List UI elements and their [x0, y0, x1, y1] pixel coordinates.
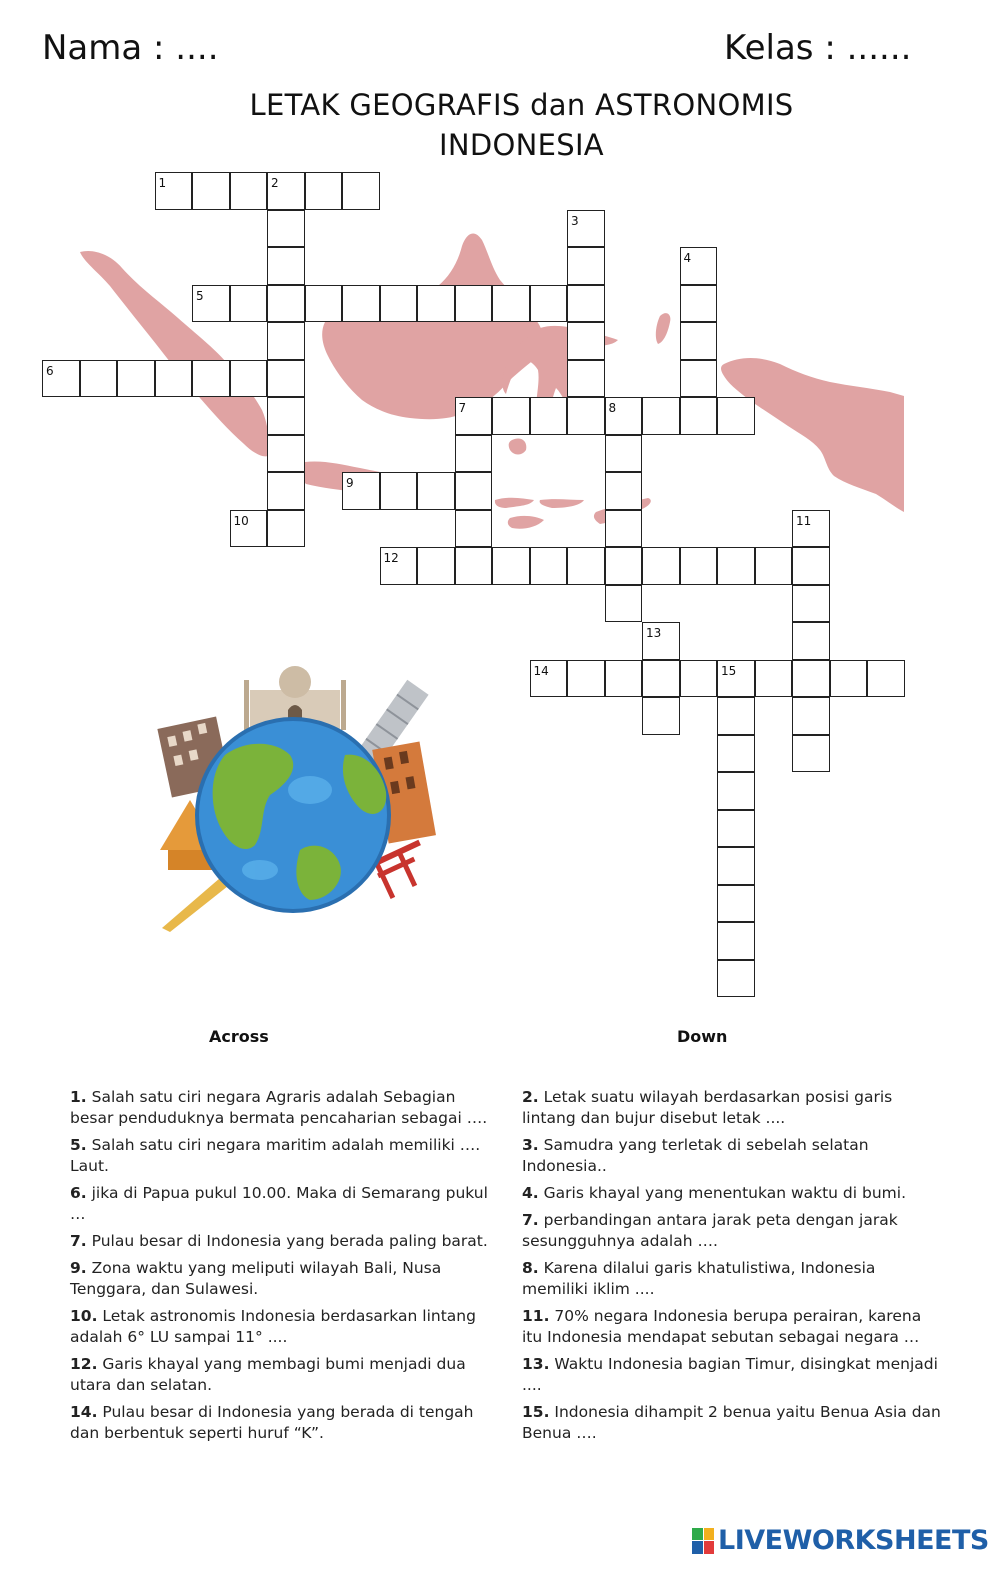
across-heading: Across	[209, 1027, 269, 1046]
letter-input[interactable]	[645, 669, 675, 693]
letter-input[interactable]	[720, 819, 750, 843]
crossword-cell[interactable]	[605, 510, 643, 548]
liveworksheets-logo	[692, 1525, 989, 1556]
crossword-cell[interactable]	[605, 547, 643, 585]
liveworksheets-logo-icon	[692, 1528, 714, 1554]
letter-input[interactable]	[458, 444, 488, 468]
crossword-cell[interactable]	[230, 360, 268, 398]
crossword-cell[interactable]	[680, 322, 718, 360]
crossword-cell[interactable]	[680, 660, 718, 698]
crossword-cell[interactable]	[342, 285, 380, 323]
letter-input[interactable]	[270, 181, 300, 205]
crossword-cell[interactable]	[567, 247, 605, 285]
crossword-cell[interactable]	[792, 622, 830, 660]
crossword-cell[interactable]	[267, 322, 305, 360]
crossword-cell[interactable]	[567, 547, 605, 585]
crossword-cell[interactable]	[192, 172, 230, 210]
crossword-cell[interactable]	[717, 960, 755, 998]
clue-number: 8	[608, 401, 617, 415]
crossword-cell[interactable]	[267, 435, 305, 473]
letter-input[interactable]	[720, 406, 750, 430]
crossword-cell[interactable]	[380, 285, 418, 323]
crossword-cell[interactable]	[267, 247, 305, 285]
clue-number: 2	[271, 176, 279, 190]
letter-input[interactable]	[458, 556, 488, 580]
letter-input[interactable]	[683, 256, 713, 280]
crossword-cell[interactable]	[792, 510, 830, 548]
down-clue: 8. Karena dilalui garis khatulistiwa, Indonesia memiliki iklim ....	[522, 1259, 876, 1298]
letter-input[interactable]	[533, 669, 563, 693]
crossword-cell[interactable]	[267, 397, 305, 435]
clue-number: 15	[721, 663, 737, 678]
crossword-cell[interactable]	[305, 172, 343, 210]
letter-input[interactable]	[495, 556, 525, 580]
crossword-cell[interactable]	[680, 247, 718, 285]
clue-number: 10	[233, 513, 249, 528]
crossword-cell[interactable]	[792, 697, 830, 735]
crossword-cell[interactable]	[755, 660, 793, 698]
letter-input[interactable]	[345, 481, 375, 505]
letter-input[interactable]	[383, 294, 413, 318]
letter-input[interactable]	[420, 294, 450, 318]
letter-input[interactable]	[345, 294, 375, 318]
crossword-cell[interactable]	[380, 547, 418, 585]
crossword-cell[interactable]	[717, 735, 755, 773]
crossword-cell[interactable]	[792, 547, 830, 585]
crossword-cell[interactable]	[230, 172, 268, 210]
letter-input[interactable]	[270, 444, 300, 468]
page-title-line2: INDONESIA	[439, 128, 604, 162]
crossword-cell[interactable]	[755, 547, 793, 585]
across-clue: 10. Letak astronomis Indonesia berdasarkan lintang adalah 6° LU sampai 11° ....	[70, 1307, 476, 1346]
crossword-cell[interactable]	[455, 285, 493, 323]
crossword-cell[interactable]	[342, 172, 380, 210]
crossword-cell[interactable]	[230, 285, 268, 323]
down-heading: Down	[677, 1027, 728, 1046]
crossword-cell[interactable]	[792, 660, 830, 698]
crossword-cell[interactable]	[267, 172, 305, 210]
letter-input[interactable]	[533, 406, 563, 430]
name-field-label: Nama : ....	[42, 28, 219, 68]
globe-landmarks-illustration	[150, 660, 440, 935]
crossword-cell[interactable]	[492, 547, 530, 585]
crossword-cell[interactable]	[492, 285, 530, 323]
crossword-cell[interactable]	[305, 285, 343, 323]
crossword-cell[interactable]	[792, 585, 830, 623]
letter-input[interactable]	[270, 331, 300, 355]
letter-input[interactable]	[45, 369, 75, 393]
crossword-cell[interactable]	[717, 922, 755, 960]
letter-input[interactable]	[608, 406, 638, 430]
crossword-cell[interactable]	[267, 472, 305, 510]
crossword-cell[interactable]	[717, 772, 755, 810]
letter-input[interactable]	[458, 294, 488, 318]
letter-input[interactable]	[570, 256, 600, 280]
crossword-cell[interactable]	[192, 285, 230, 323]
letter-input[interactable]	[720, 969, 750, 993]
clue-number: 7	[458, 401, 467, 415]
letter-input[interactable]	[458, 519, 488, 543]
crossword-cell[interactable]	[605, 435, 643, 473]
letter-input[interactable]	[608, 519, 638, 543]
crossword-cell[interactable]	[717, 810, 755, 848]
letter-input[interactable]	[308, 181, 338, 205]
crossword-cell[interactable]	[792, 735, 830, 773]
crossword-cell[interactable]	[267, 360, 305, 398]
letter-input[interactable]	[570, 669, 600, 693]
down-clues-list	[522, 1087, 942, 1450]
logo-text: LIVEWORKSHEETS	[718, 1525, 989, 1556]
crossword-cell[interactable]	[417, 472, 455, 510]
letter-input[interactable]	[158, 181, 188, 205]
crossword-cell[interactable]	[717, 547, 755, 585]
letter-input[interactable]	[495, 406, 525, 430]
letter-input[interactable]	[383, 481, 413, 505]
letter-input[interactable]	[683, 294, 713, 318]
letter-input[interactable]	[720, 669, 750, 693]
crossword-cell[interactable]	[530, 660, 568, 698]
letter-input[interactable]	[683, 406, 713, 430]
letter-input[interactable]	[158, 369, 188, 393]
letter-input[interactable]	[683, 369, 713, 393]
letter-input[interactable]	[533, 294, 563, 318]
letter-input[interactable]	[270, 294, 300, 318]
down-clue: 11. 70% negara Indonesia berupa perairan, karena itu Indonesia mendapat sebutan sebagai negara …	[522, 1307, 922, 1346]
letter-input[interactable]	[570, 219, 600, 243]
letter-input[interactable]	[570, 369, 600, 393]
crossword-cell[interactable]	[717, 660, 755, 698]
clue-number: 9	[346, 476, 354, 490]
letter-input[interactable]	[645, 556, 675, 580]
across-clue: 5. Salah satu ciri negara maritim adalah memiliki …. Laut.	[70, 1136, 481, 1175]
crossword-cell[interactable]	[455, 397, 493, 435]
letter-input[interactable]	[833, 669, 863, 693]
down-clue: 2. Letak suatu wilayah berdasarkan posisi garis lintang dan bujur disebut letak ....	[522, 1088, 893, 1127]
letter-input[interactable]	[195, 369, 225, 393]
letter-input[interactable]	[720, 781, 750, 805]
letter-input[interactable]	[720, 931, 750, 955]
clue-number: 4	[683, 251, 692, 265]
crossword-cell[interactable]	[155, 172, 193, 210]
crossword-cell[interactable]	[342, 472, 380, 510]
letter-input[interactable]	[383, 556, 413, 580]
crossword-cell[interactable]	[155, 360, 193, 398]
crossword-cell[interactable]	[605, 660, 643, 698]
crossword-cell[interactable]	[417, 285, 455, 323]
letter-input[interactable]	[645, 406, 675, 430]
crossword-cell[interactable]	[455, 472, 493, 510]
crossword-cell[interactable]	[642, 697, 680, 735]
crossword-cell[interactable]	[830, 660, 868, 698]
crossword-cell[interactable]	[567, 360, 605, 398]
letter-input[interactable]	[720, 856, 750, 880]
letter-input[interactable]	[270, 219, 300, 243]
letter-input[interactable]	[795, 519, 825, 543]
letter-input[interactable]	[608, 444, 638, 468]
crossword-cell[interactable]	[680, 360, 718, 398]
letter-input[interactable]	[270, 256, 300, 280]
clue-number: 13	[646, 626, 662, 640]
across-clue: 1. Salah satu ciri negara Agraris adalah Sebagian besar penduduknya bermata pencaharian sebagai ….	[70, 1088, 488, 1127]
down-clue: 7. perbandingan antara jarak peta dengan jarak sesungguhnya adalah ….	[522, 1211, 898, 1250]
letter-input[interactable]	[195, 181, 225, 205]
letter-input[interactable]	[608, 481, 638, 505]
letter-input[interactable]	[683, 331, 713, 355]
crossword-cell[interactable]	[717, 847, 755, 885]
letter-input[interactable]	[270, 406, 300, 430]
crossword-cell[interactable]	[567, 322, 605, 360]
letter-input[interactable]	[420, 481, 450, 505]
letter-input[interactable]	[270, 481, 300, 505]
clue-number: 5	[196, 288, 204, 303]
letter-input[interactable]	[308, 294, 338, 318]
letter-input[interactable]	[570, 294, 600, 318]
letter-input[interactable]	[683, 556, 713, 580]
crossword-cell[interactable]	[267, 285, 305, 323]
page-title-line1: LETAK GEOGRAFIS dan ASTRONOMIS	[249, 88, 794, 122]
letter-input[interactable]	[683, 669, 713, 693]
letter-input[interactable]	[270, 369, 300, 393]
letter-input[interactable]	[233, 519, 263, 543]
letter-input[interactable]	[795, 631, 825, 655]
crossword-cell[interactable]	[567, 210, 605, 248]
letter-input[interactable]	[795, 669, 825, 693]
letter-input[interactable]	[720, 556, 750, 580]
crossword-cell[interactable]	[867, 660, 905, 698]
across-clue: 6. jika di Papua pukul 10.00. Maka di Semarang pukul …	[70, 1184, 488, 1223]
crossword-cell[interactable]	[455, 435, 493, 473]
crossword-cell[interactable]	[717, 885, 755, 923]
crossword-cell[interactable]	[380, 472, 418, 510]
letter-input[interactable]	[83, 369, 113, 393]
crossword-cell[interactable]	[717, 397, 755, 435]
letter-input[interactable]	[795, 594, 825, 618]
letter-input[interactable]	[120, 369, 150, 393]
crossword-cell[interactable]	[642, 622, 680, 660]
crossword-cell[interactable]	[680, 285, 718, 323]
crossword-cell[interactable]	[230, 510, 268, 548]
letter-input[interactable]	[233, 181, 263, 205]
clue-number: 6	[46, 363, 54, 378]
letter-input[interactable]	[795, 706, 825, 730]
crossword-cell[interactable]	[455, 510, 493, 548]
down-clue: 4. Garis khayal yang menentukan waktu di bumi.	[522, 1184, 906, 1202]
letter-input[interactable]	[570, 331, 600, 355]
clue-number: 1	[158, 176, 167, 190]
class-field-label: Kelas : ......	[724, 28, 912, 68]
crossword-cell[interactable]	[192, 360, 230, 398]
letter-input[interactable]	[645, 631, 675, 655]
crossword-cell[interactable]	[117, 360, 155, 398]
clue-number: 3	[571, 213, 579, 228]
letter-input[interactable]	[645, 706, 675, 730]
letter-input[interactable]	[795, 556, 825, 580]
down-clue: 3. Samudra yang terletak di sebelah selatan Indonesia..	[522, 1136, 869, 1175]
crossword-cell[interactable]	[492, 397, 530, 435]
clue-number: 11	[796, 513, 812, 528]
letter-input[interactable]	[345, 181, 375, 205]
clue-number: 12	[383, 551, 399, 565]
letter-input[interactable]	[270, 519, 300, 543]
letter-input[interactable]	[570, 556, 600, 580]
letter-input[interactable]	[458, 406, 488, 430]
letter-input[interactable]	[720, 744, 750, 768]
letter-input[interactable]	[608, 594, 638, 618]
crossword-cell[interactable]	[80, 360, 118, 398]
crossword-cell[interactable]	[680, 547, 718, 585]
crossword-cell[interactable]	[605, 472, 643, 510]
crossword-cell[interactable]	[530, 547, 568, 585]
crossword-cell[interactable]	[530, 397, 568, 435]
letter-input[interactable]	[870, 669, 900, 693]
letter-input[interactable]	[758, 556, 788, 580]
letter-input[interactable]	[720, 706, 750, 730]
letter-input[interactable]	[458, 481, 488, 505]
crossword-cell[interactable]	[567, 285, 605, 323]
letter-input[interactable]	[195, 294, 225, 318]
letter-input[interactable]	[533, 556, 563, 580]
letter-input[interactable]	[608, 556, 638, 580]
crossword-cell[interactable]	[567, 397, 605, 435]
letter-input[interactable]	[495, 294, 525, 318]
crossword-cell[interactable]	[717, 697, 755, 735]
across-clue: 12. Garis khayal yang membagi bumi menjadi dua utara dan selatan.	[70, 1355, 466, 1394]
across-clues-list	[70, 1087, 490, 1450]
crossword-cell[interactable]	[42, 360, 80, 398]
crossword-cell[interactable]	[530, 285, 568, 323]
crossword-cell[interactable]	[567, 660, 605, 698]
crossword-cell[interactable]	[642, 547, 680, 585]
crossword-cell[interactable]	[267, 510, 305, 548]
letter-input[interactable]	[720, 894, 750, 918]
clue-number: 14	[533, 663, 549, 678]
down-clue: 15. Indonesia dihampit 2 benua yaitu Benua Asia dan Benua ….	[522, 1403, 941, 1442]
letter-input[interactable]	[420, 556, 450, 580]
crossword-cell[interactable]	[417, 547, 455, 585]
letter-input[interactable]	[758, 669, 788, 693]
crossword-cell[interactable]	[642, 660, 680, 698]
crossword-cell[interactable]	[605, 585, 643, 623]
letter-input[interactable]	[233, 369, 263, 393]
across-clue: 7. Pulau besar di Indonesia yang berada paling barat.	[70, 1232, 488, 1250]
crossword-cell[interactable]	[605, 397, 643, 435]
crossword-cell[interactable]	[642, 397, 680, 435]
crossword-cell[interactable]	[455, 547, 493, 585]
letter-input[interactable]	[233, 294, 263, 318]
crossword-cell[interactable]	[680, 397, 718, 435]
across-clue: 9. Zona waktu yang meliputi wilayah Bali, Nusa Tenggara, dan Sulawesi.	[70, 1259, 442, 1298]
letter-input[interactable]	[570, 406, 600, 430]
letter-input[interactable]	[608, 669, 638, 693]
crossword-cell[interactable]	[267, 210, 305, 248]
letter-input[interactable]	[795, 744, 825, 768]
down-clue: 13. Waktu Indonesia bagian Timur, disingkat menjadi ....	[522, 1355, 938, 1394]
across-clue: 14. Pulau besar di Indonesia yang berada di tengah dan berbentuk seperti huruf “K”.	[70, 1403, 474, 1442]
